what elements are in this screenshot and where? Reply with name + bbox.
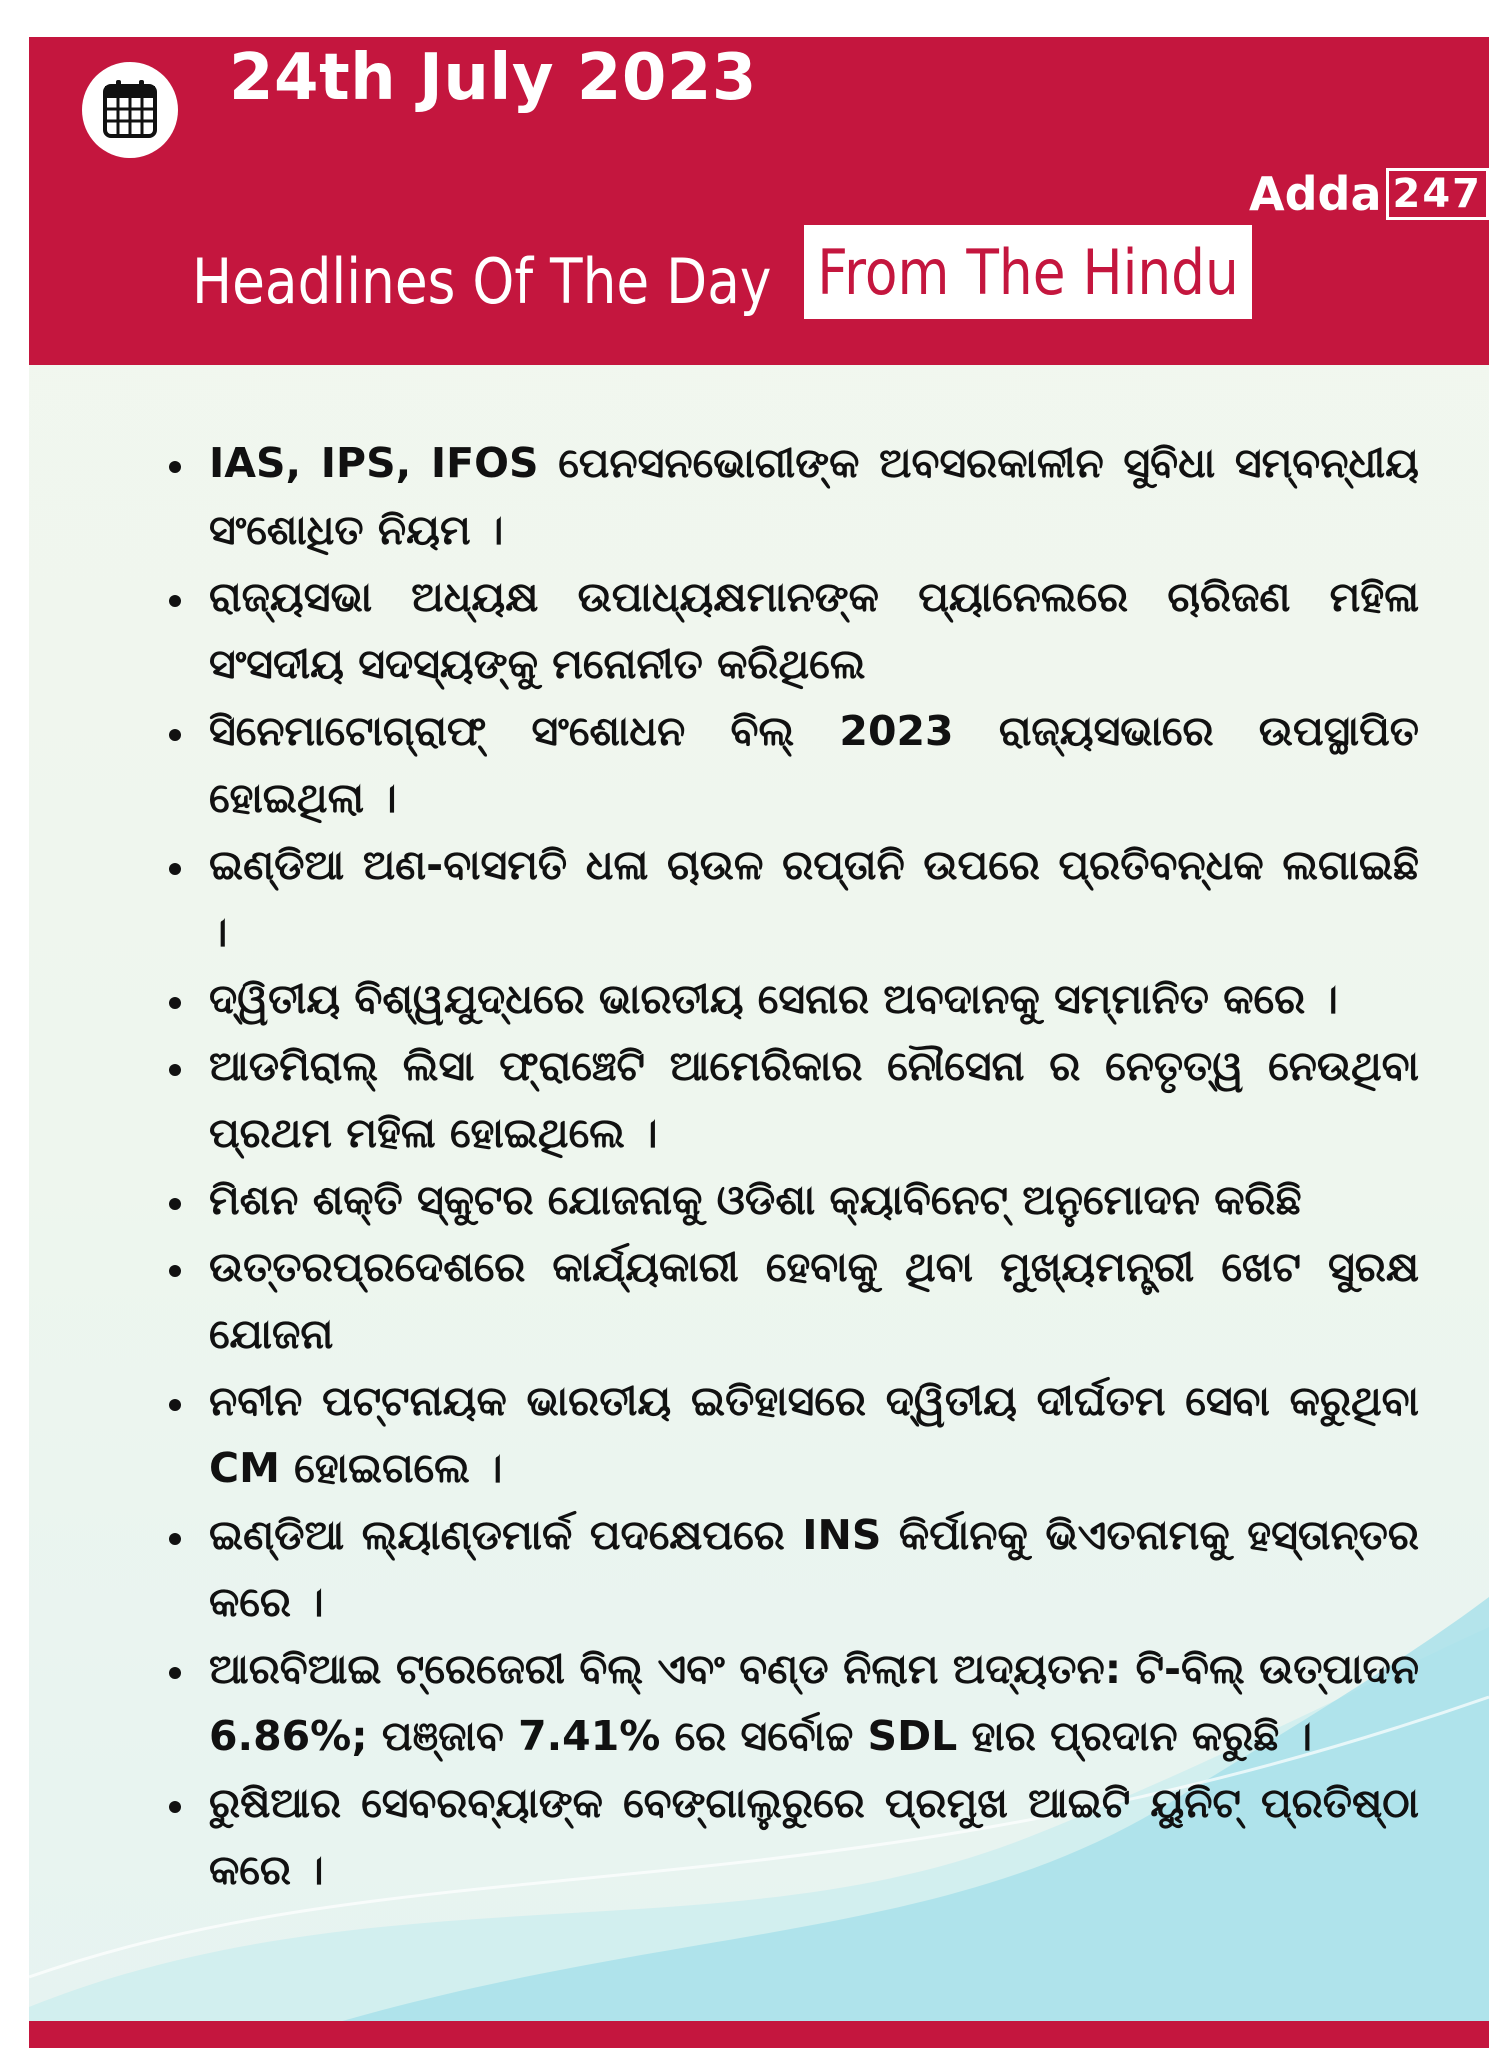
news-text: ମିଶନ ଶକ୍ତି ସ୍କୁଟର ଯୋଜନାକୁ ଓଡିଶା କ୍ୟାବିନେଟ୍ ଅନୁମୋଦନ କରିଛି (209, 1176, 1302, 1224)
headline-label: Headlines Of The Day (192, 245, 772, 318)
bullet-icon (169, 1533, 181, 1545)
bullet-icon (169, 461, 181, 473)
footer-bar (29, 2021, 1489, 2048)
news-text: ଆଡମିରାଲ୍ ଲିସା ଫ୍ରାଞ୍ଚେଟି ଆମେରିକାର ନୌସେନା ର ନେତୃତ୍ୱ ନେଉଥିବା ପ୍ରଥମ ମହିଳା ହୋଇଥିଲେ । (209, 1042, 1419, 1157)
news-text: ଉତ୍ତରପ୍ରଦେଶରେ କାର୍ଯ୍ୟକାରୀ ହେବାକୁ ଥିବା ମୁଖ୍ୟମନ୍ତ୍ରୀ ଖେଟ ସୁରକ୍ଷ ଯୋଜନା (209, 1243, 1419, 1358)
news-text: ଆରବିଆଇ ଟ୍ରେଜେରୀ ବିଲ୍ ଏବଂ ବଣ୍ଡ ନିଲାମ ଅଦ୍ୟତନ: ଟି-ବିଲ୍ ଉତ୍ପାଦନ 6.86%; ପଞ୍ଜାବ 7.41% ରେ ସର୍ବୋଚ୍ଚ SDL ହାର ପ୍ରଦାନ କରୁଛି । (209, 1645, 1419, 1760)
news-item (129, 1770, 1419, 1904)
bullet-icon (169, 1198, 181, 1210)
news-text: ରୁଷିଆର ସେବରବ୍ୟାଙ୍କ ବେଙ୍ଗାଲୁରୁରେ ପ୍ରମୁଖ ଆଇଟି ୟୁନିଟ୍ ପ୍ରତିଷ୍ଠା କରେ । (209, 1779, 1419, 1894)
bullet-icon (169, 595, 181, 607)
source-label: From The Hindu (817, 235, 1239, 309)
news-text: ରାଜ୍ୟସଭା ଅଧ୍ୟକ୍ଷ ଉପାଧ୍ୟକ୍ଷମାନଙ୍କ ପ୍ୟାନେଲରେ ଚାରିଜଣ ମହିଳା ସଂସଦୀୟ ସଦସ୍ୟଙ୍କୁ ମନୋନୀତ କରିଥିଲେ (209, 573, 1419, 688)
news-item (129, 1636, 1419, 1770)
news-item (129, 966, 1419, 1033)
news-item (129, 1234, 1419, 1368)
news-item (129, 1368, 1419, 1502)
news-text: ନବୀନ ପଟ୍ଟନାୟକ ଭାରତୀୟ ଇତିହାସରେ ଦ୍ୱିତୀୟ ଦୀର୍ଘତମ ସେବା କରୁଥିବା CM ହୋଇଗଲେ । (209, 1377, 1419, 1492)
brand-word: Adda (1249, 167, 1382, 221)
brand-logo (1249, 165, 1489, 223)
bullet-icon (169, 997, 181, 1009)
news-item (129, 1167, 1419, 1234)
news-text: IAS, IPS, IFOS ପେନସନଭୋଗୀଙ୍କ ଅବସରକାଳୀନ ସୁବିଧା ସମ୍ବନ୍ଧୀୟ ସଂଶୋଧିତ ନିୟମ । (209, 439, 1419, 554)
news-text: ଇଣ୍ଡିଆ ଲ୍ୟାଣ୍ଡମାର୍କ ପଦକ୍ଷେପରେ INS କିର୍ପାନକୁ ଭିଏତନାମକୁ ହସ୍ତାନ୍ତର କରେ । (209, 1511, 1419, 1626)
headlines-card (29, 37, 1489, 2048)
bullet-icon (169, 1064, 181, 1076)
bullet-icon (169, 729, 181, 741)
bullet-icon (169, 1667, 181, 1679)
news-text: ଇଣ୍ଡିଆ ଅଣ-ବାସମତି ଧଳା ଚାଉଳ ରପ୍ତାନି ଉପରେ ପ୍ରତିବନ୍ଧକ ଲଗାଇଛି । (209, 841, 1419, 956)
news-text: ସିନେମାଟୋଗ୍ରାଫ୍ ସଂଶୋଧନ ବିଲ୍ 2023 ରାଜ୍ୟସଭାରେ ଉପସ୍ଥାପିତ ହୋଇଥିଲା । (209, 707, 1419, 822)
brand-number: 247 (1386, 168, 1489, 220)
calendar-badge (82, 62, 178, 158)
header-banner (29, 37, 1489, 365)
news-item (129, 832, 1419, 966)
news-item (129, 1033, 1419, 1167)
news-list (129, 430, 1419, 1904)
bullet-icon (169, 1399, 181, 1411)
bullet-icon (169, 1265, 181, 1277)
news-text: ଦ୍ୱିତୀୟ ବିଶ୍ୱଯୁଦ୍ଧରେ ଭାରତୀୟ ସେନାର ଅବଦାନକୁ ସମ୍ମାନିତ କରେ । (209, 975, 1338, 1023)
calendar-icon (102, 78, 158, 140)
bullet-icon (169, 863, 181, 875)
date-title: 24th July 2023 (229, 41, 757, 115)
news-item (129, 698, 1419, 832)
source-badge (804, 225, 1252, 319)
news-item (129, 430, 1419, 564)
news-item (129, 1502, 1419, 1636)
bullet-icon (169, 1801, 181, 1813)
news-item (129, 564, 1419, 698)
